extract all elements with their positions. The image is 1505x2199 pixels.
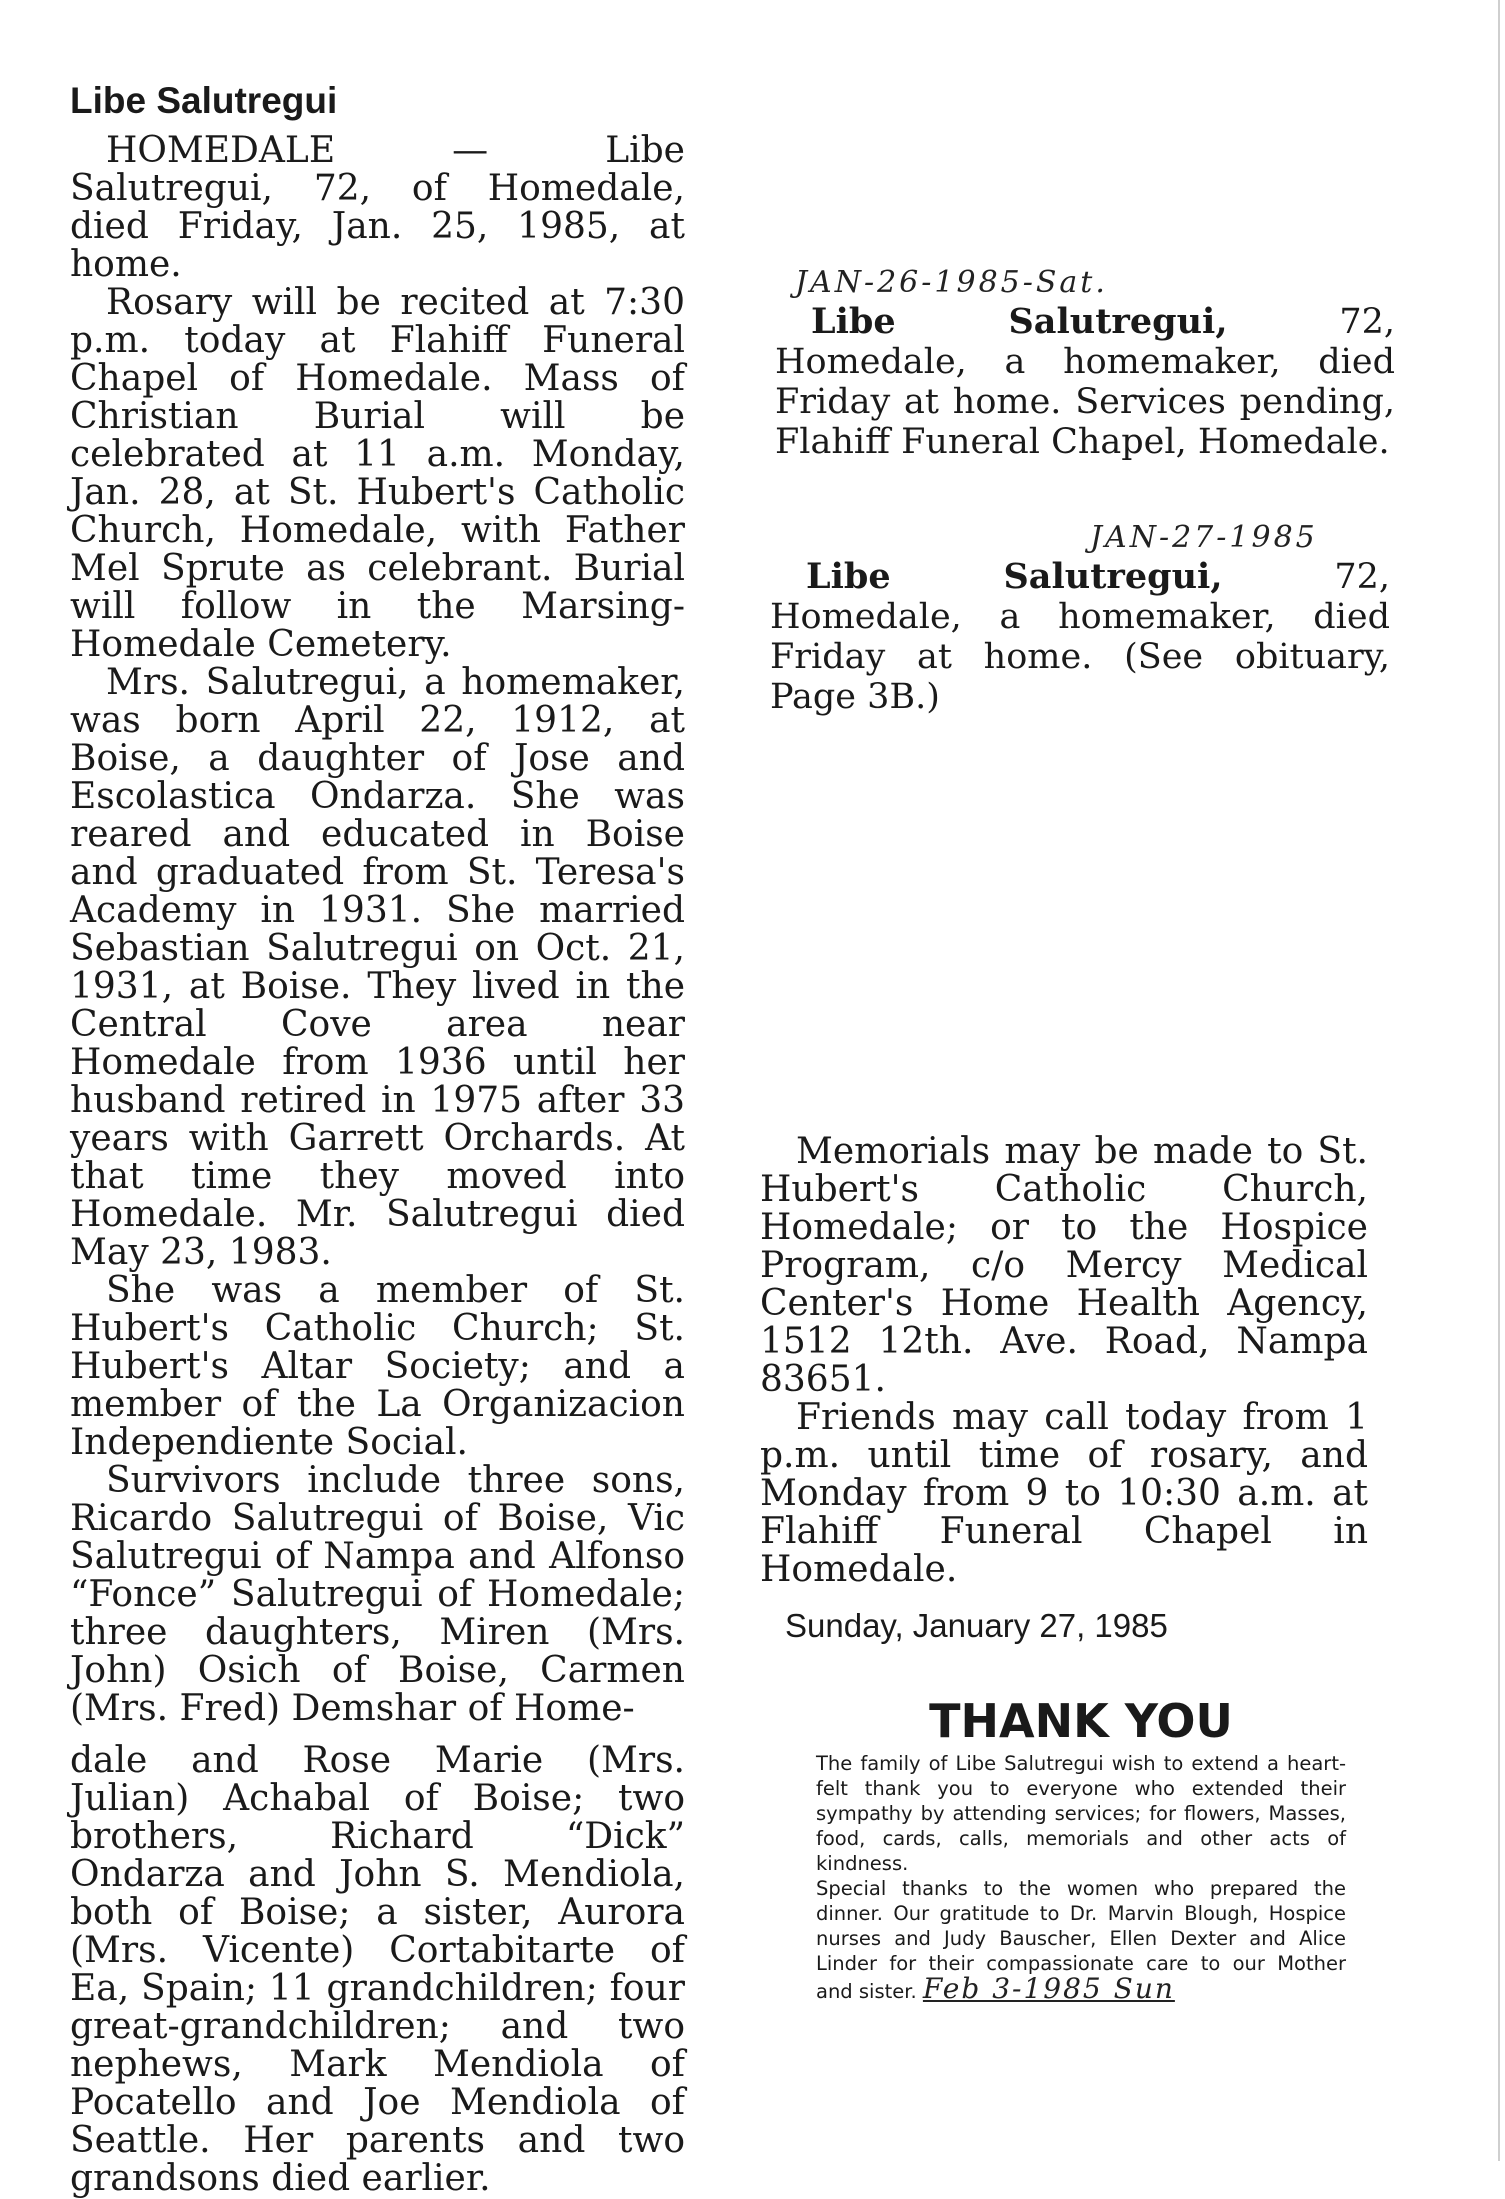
notice-2-text [770,557,1390,717]
notice-clipping-2 [770,520,1390,717]
handwritten-date-2: JAN-27-1985 [1090,520,1318,555]
thank-you-paragraph-2-text: Special thanks to the women who prepared the dinner. Our gratitude to Dr. Marvin Blough, Hospice nurses and Judy Bauscher, Ellen Dexter and Alice Linder for their compassionate care to our Mother and sister. [816,1877,1346,2003]
notice-clipping-1 [775,265,1395,462]
continuation-paragraph: Memorials may be made to St. Hubert's Catholic Church, Homedale; or to the Hospice Program, c/o Mercy Medical Center's Home Health Agency, 1512 12th. Ave. Road, Nampa 83651. [760,1131,1368,1400]
continuation-dateline: Sunday, January 27, 1985 [785,1607,1168,1644]
thank-you-notice [816,1695,1346,2004]
obituary-paragraph: She was a member of St. Hubert's Catholic Church; St. Hubert's Altar Society; and a member of the La Organizacion Independiente Social. [70,1270,685,1463]
obituary-paragraph: Survivors include three sons, Ricardo Salutregui of Boise, Vic Salutregui of Nampa and Alfonso “Fonce” Salutregui of Homedale; three daughters, Miren (Mrs. John) Osich of Boise, Carmen (Mrs. Fred) Demshar of Home- [70,1460,685,1729]
thank-you-heading: THANK YOU [929,1694,1233,1748]
obituary-headline: Libe Salutregui [70,80,338,121]
obituary-paragraph: Mrs. Salutregui, a homemaker, was born April 22, 1912, at Boise, a daughter of Jose and Escolastica Ondarza. She was reared and educated in Boise and graduated from St. Teresa's Academy in 1931. She married Sebastian Salutregui on Oct. 21, 1931, at Boise. They lived in the Central Cove area near Homedale from 1936 until her husband retired in 1975 after 33 years with Garrett Orchards. At that time they moved into Homedale. Mr. Salutregui died May 23, 1983. [70,662,685,1273]
notice-1-text [775,302,1395,462]
thank-you-paragraph-1: The family of Libe Salutregui wish to extend a heart-felt thank you to everyone who extended their sympathy by attending services; for flowers, Masses, food, cards, calls, memorials and other acts of kindness. [816,1752,1346,1875]
page-edge-line [1498,0,1500,2161]
handwritten-date-3: Feb 3-1985 Sun [922,1972,1175,2005]
handwritten-date-1: JAN-26-1985-Sat. [795,265,1108,300]
obituary-paragraph: Rosary will be recited at 7:30 p.m. today at Flahiff Funeral Chapel of Homedale. Mass of Christian Burial will be celebrated at 11 a.m. Monday, Jan. 28, at St. Hubert's Catholic Church, Homedale, with Father Mel Sprute as celebrant. Burial will follow in the Marsing-Homedale Cemetery. [70,282,685,665]
obituary-continuation [760,1133,1368,1645]
notice-2-name: Libe Salutregui, [806,556,1223,597]
notice-2-body: 72, Homedale, a homemaker, died Friday at home. (See obituary, Page 3B.) [770,557,1390,717]
continuation-paragraph: Friends may call today from 1 p.m. until time of rosary, and Monday from 9 to 10:30 a.m. at Flahiff Funeral Chapel in Homedale. [760,1397,1368,1590]
thank-you-paragraph-2 [816,1876,1346,2004]
obituary-paragraph: HOMEDALE — Libe Salutregui, 72, of Homedale, died Friday, Jan. 25, 1985, at home. [70,130,685,285]
obituary-paragraph: dale and Rose Marie (Mrs. Julian) Achabal of Boise; two brothers, Richard “Dick” Ondarza and John S. Mendiola, both of Boise; a sister, Aurora (Mrs. Vicente) Cortabitarte of Ea, Spain; 11 grandchildren; four great-grandchildren; and two nephews, Mark Mendiola of Pocatello and Joe Mendiola of Seattle. Her parents and two grandsons died earlier. [70,1740,685,2199]
main-obituary [70,80,685,2198]
notice-1-body: 72, Homedale, a homemaker, died Friday at home. Services pending, Flahiff Funeral Chapel, Homedale. [775,302,1395,462]
notice-1-name: Libe Salutregui, [811,301,1228,342]
obituary-body [70,132,685,2198]
thank-you-body [816,1751,1346,2004]
